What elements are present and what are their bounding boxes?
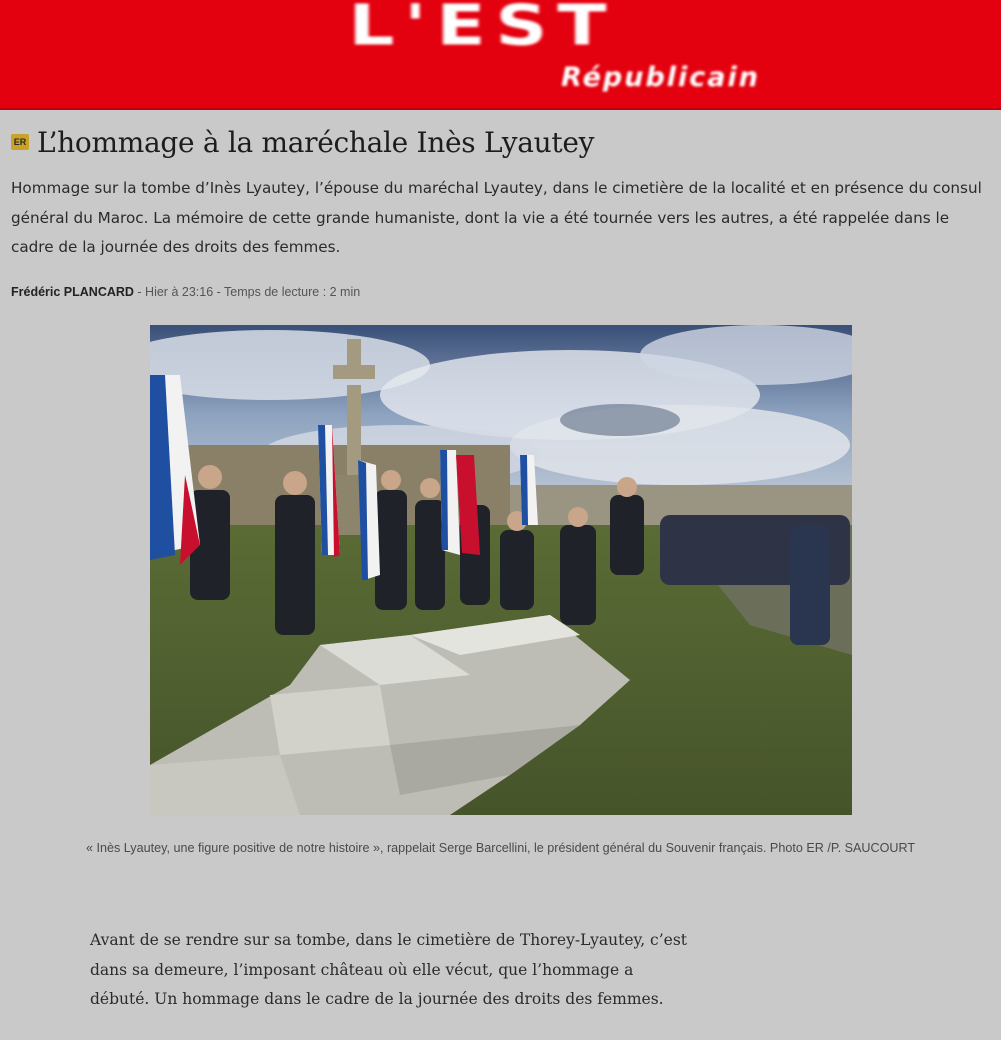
article-photo[interactable] <box>150 325 852 815</box>
photo-caption: « Inès Lyautey, une figure positive de notre histoire », rappelait Serge Barcellini, le président général du Souvenir français. Photo ER /P. SAUCOURT <box>85 841 916 855</box>
article-body-paragraph: Avant de se rendre sur sa tombe, dans le cimetière de Thorey-Lyautey, c’est dans sa demeure, l’imposant château où elle vécut, que l’hommage a débuté. Un hommage dans le cadre de la journée des droits des femmes. <box>90 931 688 1008</box>
logo-wordmark: L'EST <box>348 0 617 58</box>
er-badge-icon: ER <box>11 134 29 150</box>
site-logo[interactable] <box>210 0 760 100</box>
article-title-row <box>11 122 991 162</box>
publish-date: - Hier à 23:16 - <box>133 285 225 299</box>
reading-time: Temps de lecture : 2 min <box>224 285 361 299</box>
logo-subtitle: Républicain <box>561 62 760 93</box>
article-lede: Hommage sur la tombe d’Inès Lyautey, l’épouse du maréchal Lyautey, dans le cimetière de la localité et en présence du consul général du Maroc. La mémoire de cette grande humaniste, dont la vie a été tournée vers les autres, a été rappelée dans le cadre de la journée des droits des femmes. <box>11 179 982 256</box>
cemetery-photo-illustration <box>150 325 852 815</box>
site-header <box>0 0 1001 110</box>
article-byline <box>11 285 911 299</box>
article-title: L’hommage à la maréchale Inès Lyautey <box>37 125 595 159</box>
author-name[interactable]: Frédéric PLANCARD <box>11 285 134 299</box>
